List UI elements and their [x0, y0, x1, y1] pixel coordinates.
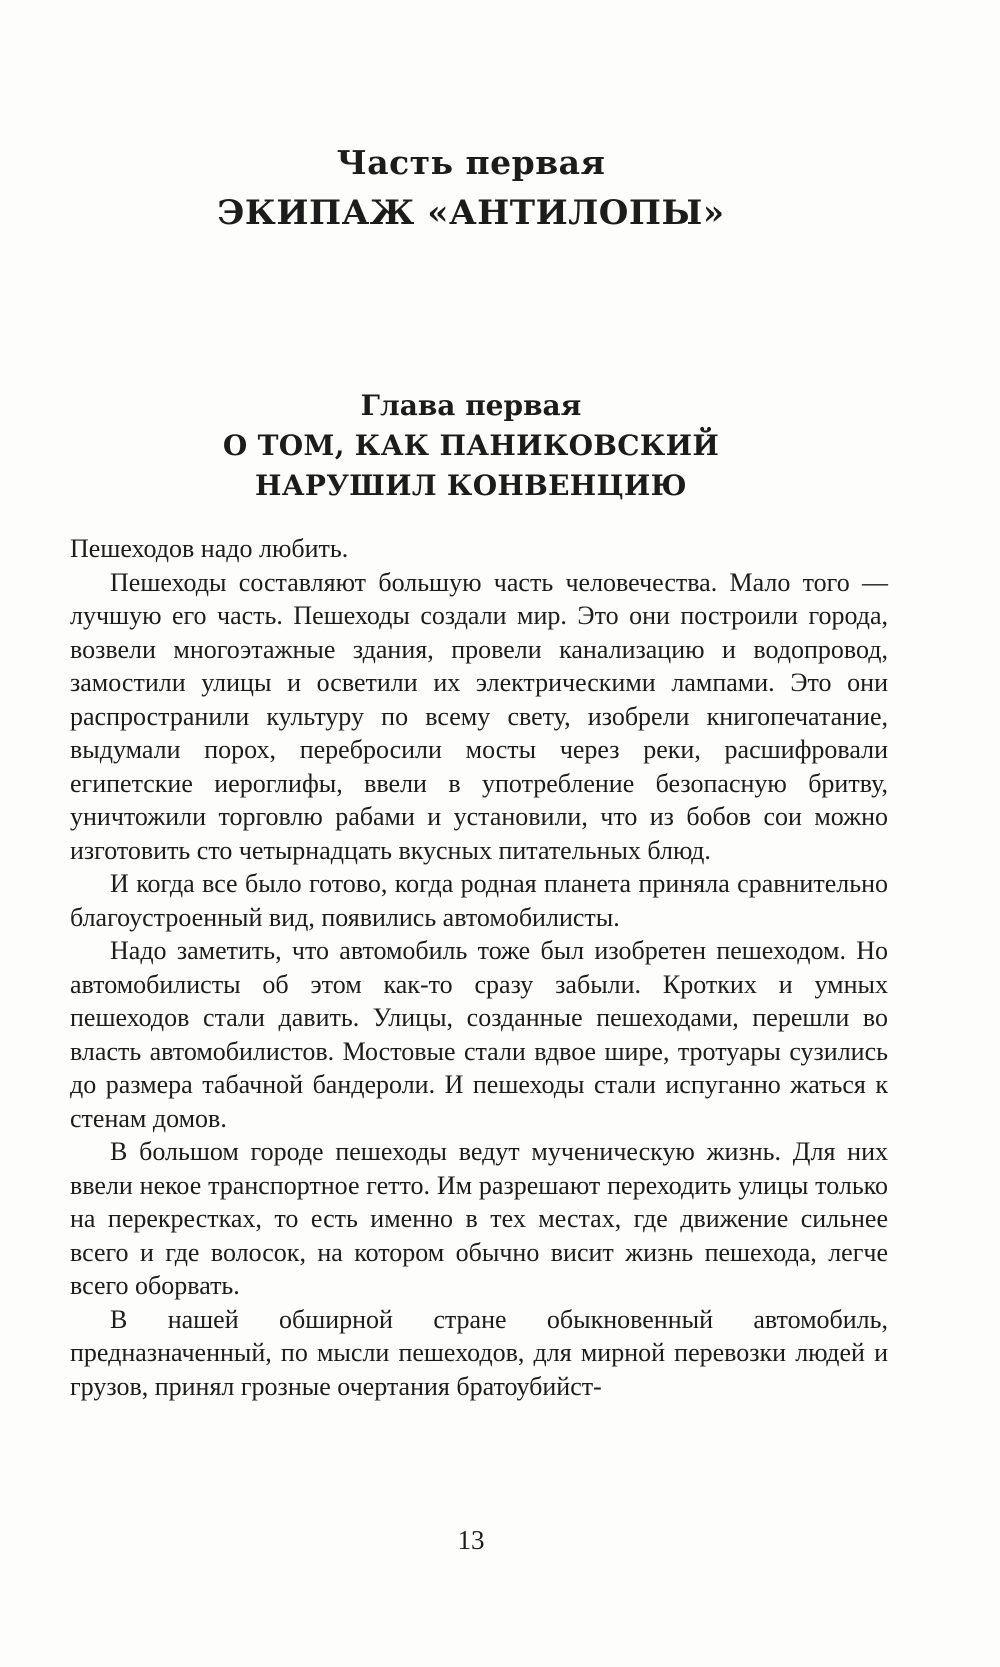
- chapter-title-line-1: О ТОМ, КАК ПАНИКОВСКИЙ: [222, 429, 720, 462]
- paragraph: Надо заметить, что автомобиль тоже был изобретен пешеходом. Но автомобилисты об этом как-то сразу забыли. Кротких и умных пешеходов стали давить. Улицы, созданные пешеходами, перешли во власть автомобилистов. Мостовые стали вдвое шире, тротуары сузились до размера табачной бандероли. И пешеходы стали испуганно жаться к стенам домов.: [70, 936, 888, 1133]
- chapter-body-text: [70, 532, 888, 1403]
- part-title: ЭКИПАЖ «АНТИЛОПЫ»: [217, 193, 725, 233]
- paragraph: Пешеходы составляют большую часть человечества. Мало того — лучшую его часть. Пешеходы создали мир. Это они построили города, возвели многоэтажные здания, провели канализацию и водопровод, замостили улицы и осветили их электрическими лампами. Это они распространили культуру по всему свету, изобрели книгопечатание, выдумали порох, перебросили мосты через реки, расшифровали египетские иероглифы, ввели в употребление безопасную бритву, уничтожили торговлю рабами и установили, что из бобов сои можно изготовить сто четырнадцать вкусных питательных блюд.: [70, 567, 888, 865]
- part-label: Часть первая: [336, 143, 606, 182]
- chapter-label: Глава первая: [360, 389, 582, 422]
- part-heading: [0, 138, 942, 238]
- chapter-title-line-2: НАРУШИЛ КОНВЕНЦИЮ: [255, 469, 687, 502]
- paragraph: В большом городе пешеходы ведут мученическую жизнь. Для них ввели некое транспортное гетто. Им разрешают переходить улицы только на перекрестках, то есть именно в тех местах, где движение сильнее всего и где волосок, на котором обычно висит жизнь пешехода, легче всего оборвать.: [70, 1137, 888, 1300]
- chapter-heading: [0, 386, 942, 506]
- page-number: 13: [457, 1525, 485, 1555]
- paragraph: В нашей обширной стране обыкновенный автомобиль, предназначенный, по мысли пешеходов, для мирной перевозки людей и грузов, принял грозные очертания братоубийст-: [70, 1304, 888, 1401]
- paragraph: Пешеходов надо любить.: [70, 534, 349, 563]
- paragraph: И когда все было готово, когда родная планета приняла сравнительно благоустроенный вид, появились автомобилисты.: [70, 869, 888, 932]
